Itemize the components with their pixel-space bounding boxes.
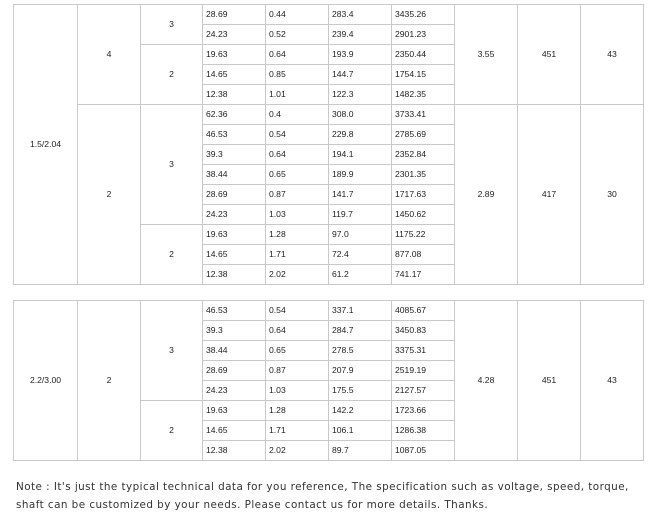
ratio-cell: 46.53: [203, 301, 266, 321]
torque-cell: 308.0: [329, 105, 392, 125]
table-row: [14, 301, 644, 321]
torque-cell: 144.7: [329, 65, 392, 85]
ratio-cell: 28.69: [203, 5, 266, 25]
poles-cell: 2: [78, 301, 141, 461]
speed-cell: 0.64: [266, 45, 329, 65]
speed-cell: 0.52: [266, 25, 329, 45]
torque-cell: 175.5: [329, 381, 392, 401]
speed-cell: 2.02: [266, 441, 329, 461]
table-row: [14, 105, 644, 125]
current-cell: 3.55: [455, 5, 518, 105]
torque-cell: 119.7: [329, 205, 392, 225]
speed-cell: 1.28: [266, 225, 329, 245]
ratio-cell: 24.23: [203, 205, 266, 225]
voltage-cell: 451: [518, 301, 581, 461]
efficiency-cell: 43: [581, 301, 644, 461]
ratio-cell: 39.3: [203, 145, 266, 165]
torque-alt-cell: 1482.35: [392, 85, 455, 105]
torque-alt-cell: 1450.62: [392, 205, 455, 225]
ratio-cell: 14.65: [203, 245, 266, 265]
speed-cell: 0.44: [266, 5, 329, 25]
efficiency-cell: 43: [581, 5, 644, 105]
stage-cell: 2: [141, 45, 203, 105]
torque-alt-cell: 2127.57: [392, 381, 455, 401]
efficiency-cell: 30: [581, 105, 644, 285]
voltage-cell: 451: [518, 5, 581, 105]
speed-cell: 0.64: [266, 321, 329, 341]
poles-cell: 4: [78, 5, 141, 105]
spec-table-1: [13, 4, 644, 285]
torque-alt-cell: 3375.31: [392, 341, 455, 361]
ratio-cell: 12.38: [203, 85, 266, 105]
torque-cell: 284.7: [329, 321, 392, 341]
torque-alt-cell: 1087.05: [392, 441, 455, 461]
torque-cell: 142.2: [329, 401, 392, 421]
torque-alt-cell: 4085.67: [392, 301, 455, 321]
torque-cell: 61.2: [329, 265, 392, 285]
ratio-cell: 28.69: [203, 185, 266, 205]
table-row: [14, 5, 644, 25]
torque-cell: 283.4: [329, 5, 392, 25]
speed-cell: 1.28: [266, 401, 329, 421]
ratio-cell: 39.3: [203, 321, 266, 341]
ratio-cell: 14.65: [203, 421, 266, 441]
stage-cell: 2: [141, 225, 203, 285]
ratio-cell: 12.38: [203, 441, 266, 461]
torque-alt-cell: 1286.38: [392, 421, 455, 441]
torque-alt-cell: 877.08: [392, 245, 455, 265]
speed-cell: 0.65: [266, 165, 329, 185]
ratio-cell: 19.63: [203, 401, 266, 421]
torque-alt-cell: 2301.35: [392, 165, 455, 185]
torque-cell: 106.1: [329, 421, 392, 441]
torque-cell: 141.7: [329, 185, 392, 205]
speed-cell: 1.01: [266, 85, 329, 105]
torque-alt-cell: 2352.84: [392, 145, 455, 165]
ratio-cell: 38.44: [203, 341, 266, 361]
torque-cell: 278.5: [329, 341, 392, 361]
ratio-cell: 46.53: [203, 125, 266, 145]
torque-cell: 122.3: [329, 85, 392, 105]
stage-cell: 3: [141, 105, 203, 225]
voltage-cell: 417: [518, 105, 581, 285]
footnote: Note : It's just the typical technical data for you reference, The specification such as voltage, speed, torque, shaft can be customized by your needs. Please contact us for more details. Thanks.: [16, 481, 629, 511]
current-cell: 2.89: [455, 105, 518, 285]
torque-cell: 337.1: [329, 301, 392, 321]
torque-alt-cell: 2519.19: [392, 361, 455, 381]
torque-cell: 229.8: [329, 125, 392, 145]
torque-alt-cell: 1723.66: [392, 401, 455, 421]
power-cell: 1.5/2.04: [14, 5, 78, 285]
ratio-cell: 28.69: [203, 361, 266, 381]
torque-alt-cell: 2350.44: [392, 45, 455, 65]
torque-cell: 189.9: [329, 165, 392, 185]
speed-cell: 0.4: [266, 105, 329, 125]
torque-alt-cell: 1175.22: [392, 225, 455, 245]
ratio-cell: 19.63: [203, 225, 266, 245]
speed-cell: 0.65: [266, 341, 329, 361]
current-cell: 4.28: [455, 301, 518, 461]
ratio-cell: 62.36: [203, 105, 266, 125]
speed-cell: 0.54: [266, 301, 329, 321]
speed-cell: 1.03: [266, 205, 329, 225]
torque-alt-cell: 1754.15: [392, 65, 455, 85]
speed-cell: 0.85: [266, 65, 329, 85]
torque-alt-cell: 3450.83: [392, 321, 455, 341]
torque-cell: 72.4: [329, 245, 392, 265]
stage-cell: 3: [141, 301, 203, 401]
power-cell: 2.2/3.00: [14, 301, 78, 461]
poles-cell: 2: [78, 105, 141, 285]
ratio-cell: 14.65: [203, 65, 266, 85]
ratio-cell: 12.38: [203, 265, 266, 285]
torque-cell: 89.7: [329, 441, 392, 461]
ratio-cell: 38.44: [203, 165, 266, 185]
ratio-cell: 19.63: [203, 45, 266, 65]
ratio-cell: 24.23: [203, 25, 266, 45]
speed-cell: 0.87: [266, 361, 329, 381]
torque-alt-cell: 3435.26: [392, 5, 455, 25]
speed-cell: 2.02: [266, 265, 329, 285]
speed-cell: 0.64: [266, 145, 329, 165]
torque-cell: 97.0: [329, 225, 392, 245]
torque-alt-cell: 3733.41: [392, 105, 455, 125]
speed-cell: 1.71: [266, 421, 329, 441]
speed-cell: 0.54: [266, 125, 329, 145]
torque-alt-cell: 2901.23: [392, 25, 455, 45]
spec-table-2: [13, 300, 644, 461]
torque-cell: 207.9: [329, 361, 392, 381]
stage-cell: 2: [141, 401, 203, 461]
speed-cell: 1.71: [266, 245, 329, 265]
speed-cell: 1.03: [266, 381, 329, 401]
torque-alt-cell: 1717.63: [392, 185, 455, 205]
torque-alt-cell: 2785.69: [392, 125, 455, 145]
torque-cell: 194.1: [329, 145, 392, 165]
ratio-cell: 24.23: [203, 381, 266, 401]
torque-cell: 193.9: [329, 45, 392, 65]
stage-cell: 3: [141, 5, 203, 45]
speed-cell: 0.87: [266, 185, 329, 205]
torque-cell: 239.4: [329, 25, 392, 45]
torque-alt-cell: 741.17: [392, 265, 455, 285]
